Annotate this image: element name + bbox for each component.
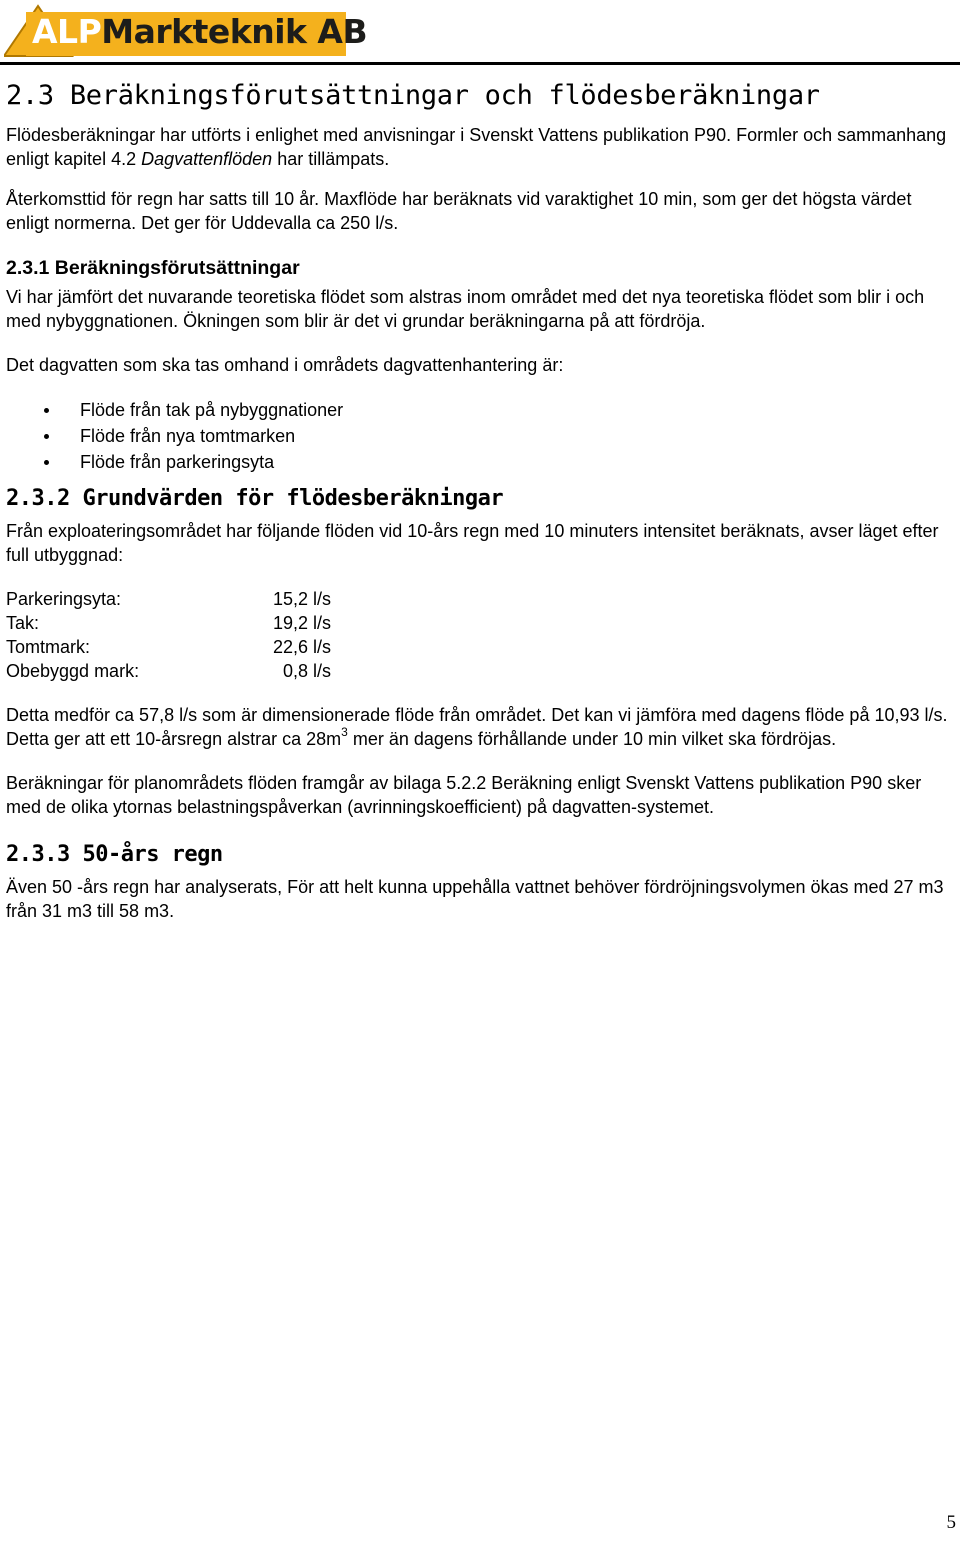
section-2-3-heading: 2.3 Beräkningsförutsättningar och flödesberäkningar xyxy=(6,80,820,111)
section-2-3-2-heading: 2.3.2 Grundvärden för flödesberäkningar xyxy=(6,486,504,511)
logo-abbr: ALP xyxy=(32,12,102,51)
table-row: Tak: 19,2 l/s xyxy=(6,613,331,633)
section-2-3-paragraph-2: Återkomsttid för regn har satts till 10 år. Maxflöde har beräknats vid varaktighet 10 min, som ger det högsta värdet enligt normerna. Det ger för Uddevalla ca 250 l/s. xyxy=(6,189,912,233)
list-item: Flöde från nya tomtmarken xyxy=(6,423,950,449)
page-number: 5 xyxy=(946,1512,956,1533)
section-2-3-2-paragraph-2: Detta medför ca 57,8 l/s som är dimensionerade flöde från området. Det kan vi jämföra med dagens flöde på 10,93 l/s. Detta ger att ett 10-årsregn alstrar ca $28m^3$ mer än dagens förhållande under 10 min vilket ska fördröjas. xyxy=(6,705,948,749)
table-row: Tomtmark: 22,6 l/s xyxy=(6,637,331,657)
section-2-3-1-paragraph-2: Det dagvatten som ska tas omhand i områdets dagvattenhantering är: xyxy=(6,355,564,375)
company-logo xyxy=(4,4,368,58)
section-2-3-3-paragraph-1: Även 50 -års regn har analyserats, För att helt kunna uppehålla vattnet behöver fördröjningsvolymen ökas med 27 m3 från 31 m3 till 58 m3. xyxy=(6,877,944,921)
table-row: Obebyggd mark: 0,8 l/s xyxy=(6,661,331,681)
header-rule xyxy=(0,62,960,65)
dagvattenfloden-reference: Dagvattenflöden xyxy=(141,149,273,169)
section-2-3-3-heading: 2.3.3 50-års regn xyxy=(6,842,223,867)
bullet-icon xyxy=(44,460,49,465)
flow-values-table xyxy=(6,587,331,683)
bullet-icon xyxy=(44,408,49,413)
table-row: Parkeringsyta: 15,2 l/s xyxy=(6,589,331,609)
bullet-icon xyxy=(44,434,49,439)
list-item: Flöde från tak på nybyggnationer xyxy=(6,397,950,423)
section-2-3-1-paragraph-1: Vi har jämfört det nuvarande teoretiska flödet som alstras inom området med det nya teoretiska flödet som blir i och med nybyggnationen. Ökningen som blir är det vi grundar beräkningarna på att fördröja. xyxy=(6,287,925,331)
logo-company-name: Markteknik AB xyxy=(101,12,368,51)
stormwater-sources-list xyxy=(6,397,950,475)
section-2-3-2-paragraph-1: Från exploateringsområdet har följande flöden vid 10-års regn med 10 minuters intensitet beräknats, avser läget efter full utbyggnad: xyxy=(6,521,939,565)
section-2-3-1-heading: 2.3.1 Beräkningsförutsättningar xyxy=(6,257,300,279)
section-2-3-2-paragraph-3: Beräkningar för planområdets flöden framgår av bilaga 5.2.2 Beräkning enligt Svenskt Vattens publikation P90 sker med de olika ytornas belastningspåverkan (avrinningskoefficient) på dagvatten-systemet. xyxy=(6,773,922,817)
section-2-3-paragraph-1: Flödesberäkningar har utförts i enlighet med anvisningar i Svenskt Vattens publikation P90. Formler och sammanhang enligt kapitel 4.2 Dagvattenflöden har tillämpats. xyxy=(6,125,947,169)
list-item: Flöde från parkeringsyta xyxy=(6,449,950,475)
document-body xyxy=(6,78,950,923)
